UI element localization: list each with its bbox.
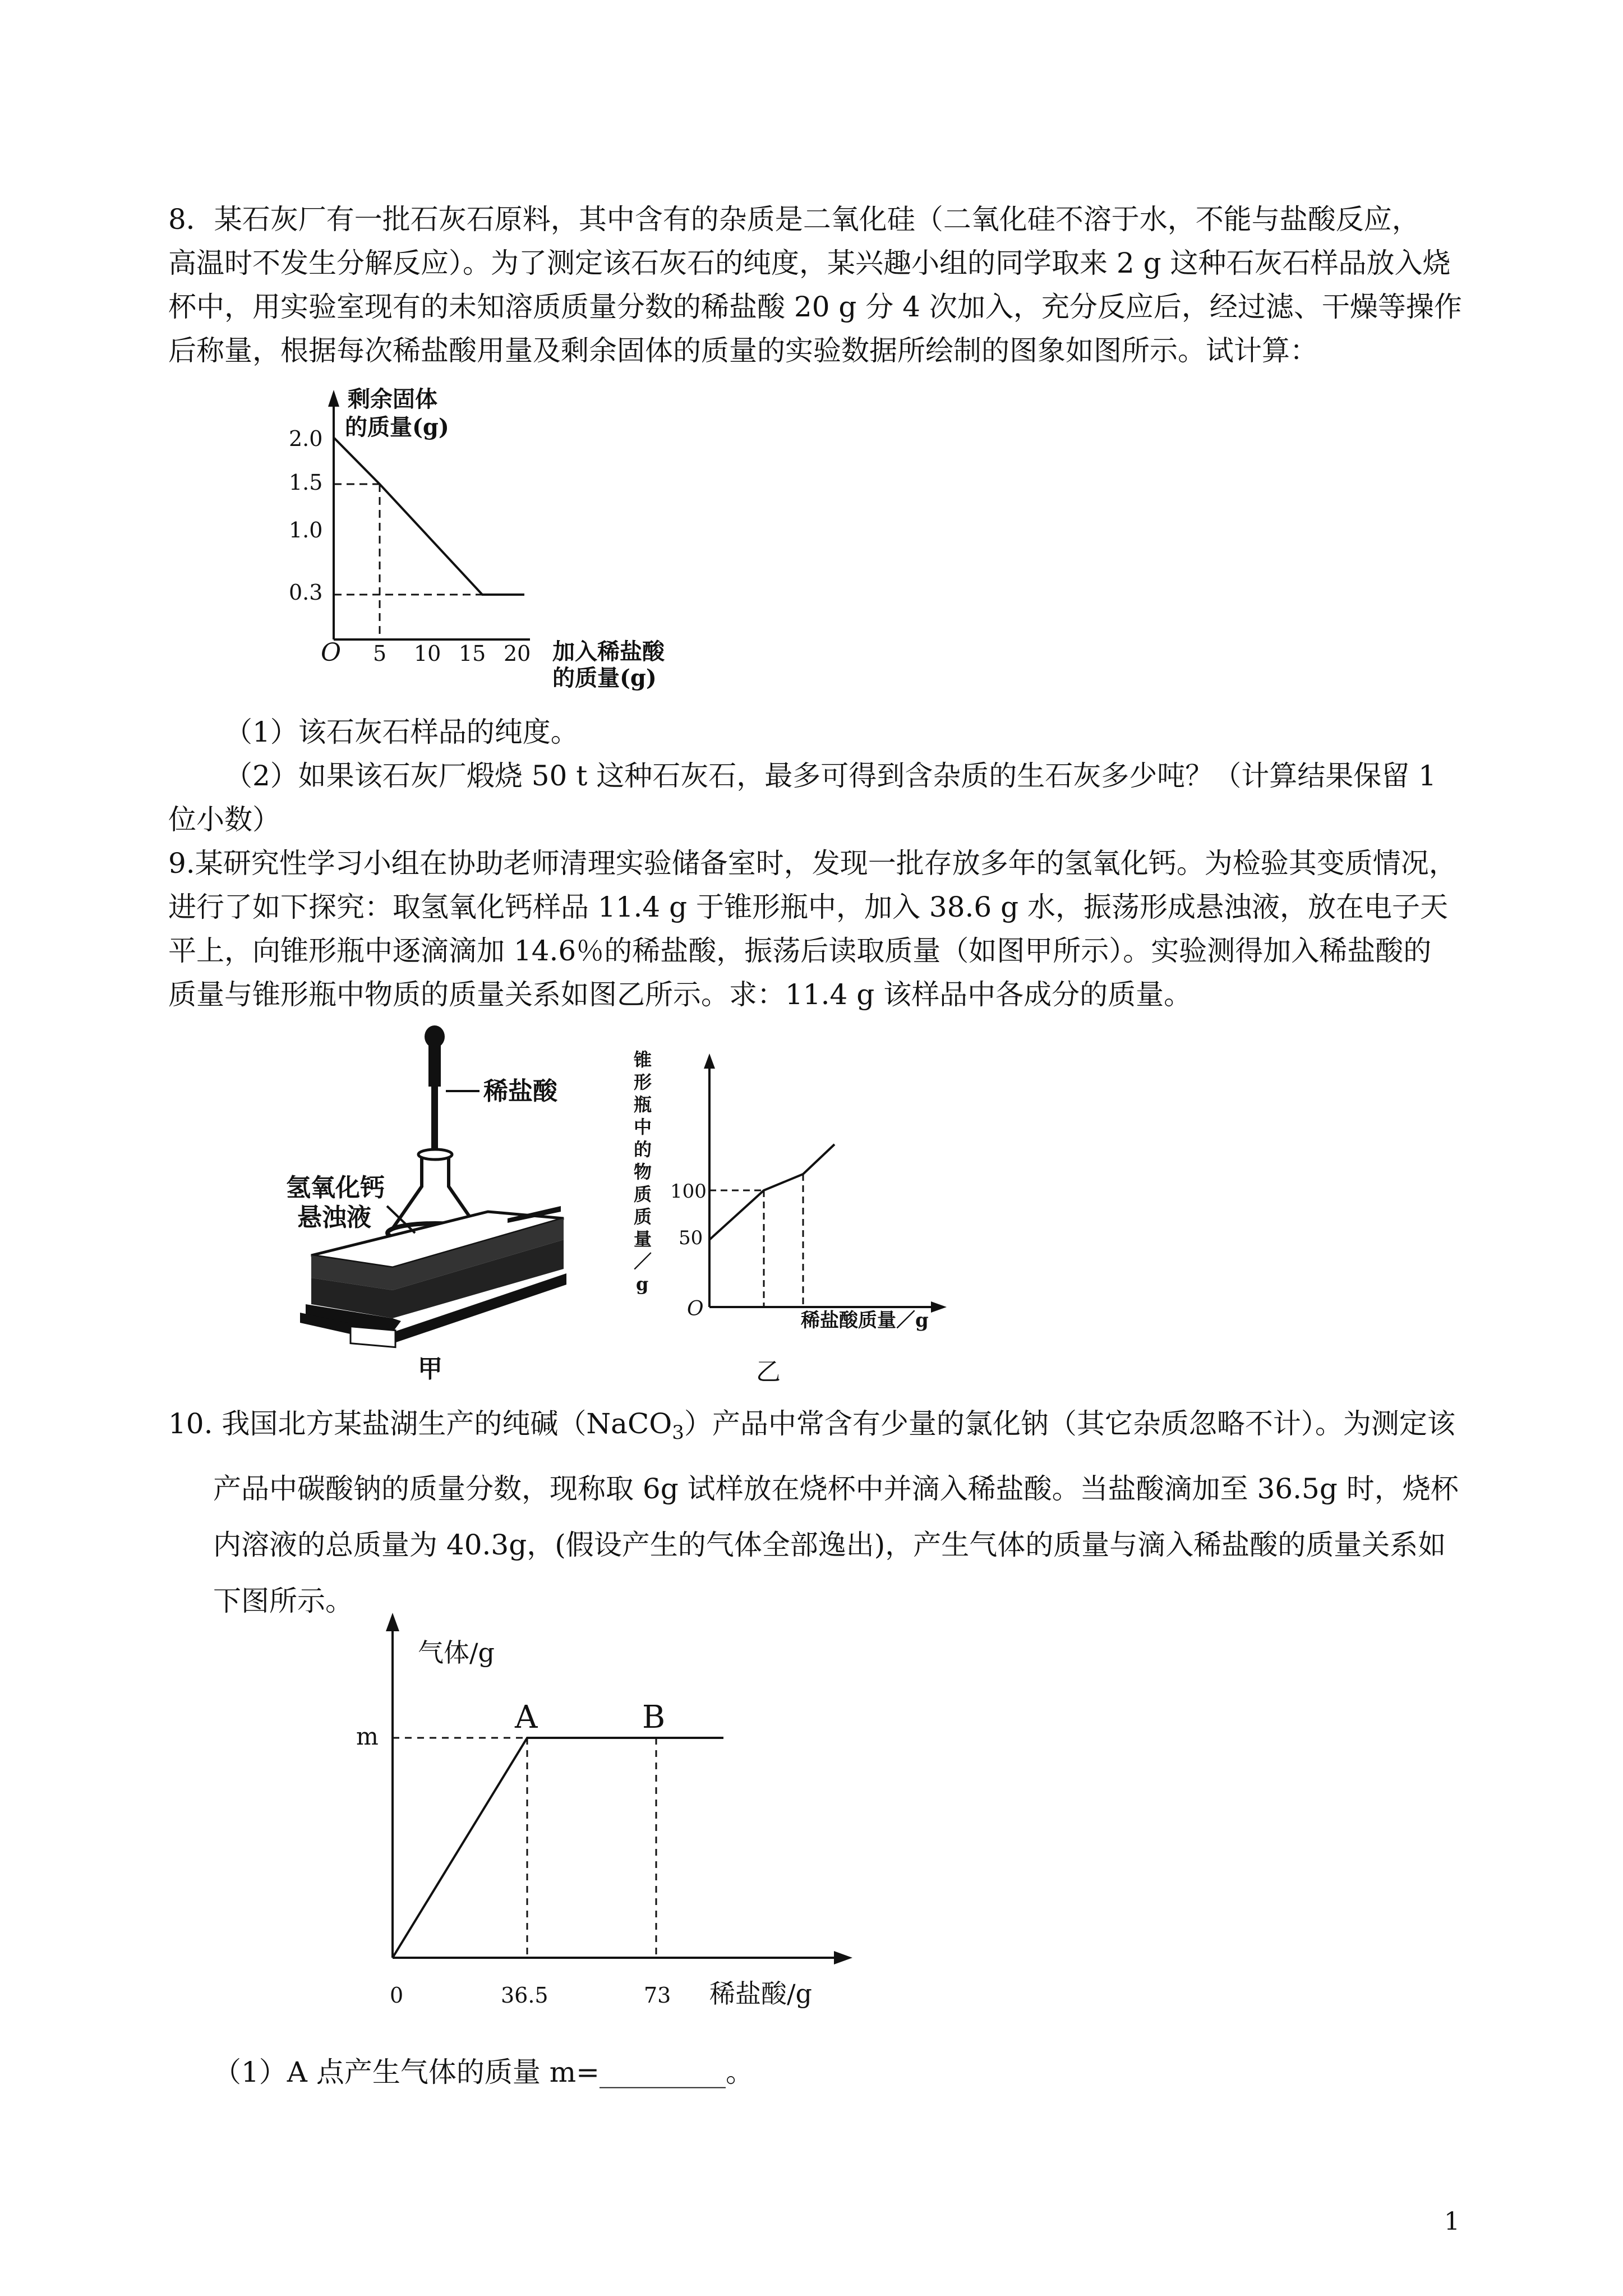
svg-text:物: 物 (634, 1161, 652, 1182)
q8-xtick: 10 (414, 641, 441, 666)
q8-sub2-line1: （2）如果该石灰厂煅烧 50 t 这种石灰石，最多可得到含杂质的生石灰多少吨？（计算结果保留 1 (224, 760, 1436, 792)
yi-xlabel: 稀盐酸质量／g (801, 1309, 929, 1332)
q10-ytick-m: m (356, 1723, 379, 1750)
q9-line: 平上，向锥形瓶中逐滴滴加 14.6％的稀盐酸，振荡后读取质量（如图甲所示）。实验测得加入稀盐酸的 (168, 935, 1432, 967)
q8-xlabel-line1: 加入稀盐酸 (552, 638, 665, 665)
q10-xtick-0: 0 (390, 1983, 404, 2008)
caption-jia: 甲 (418, 1355, 442, 1383)
q8-ytick: 1.0 (289, 518, 323, 542)
q10-xtick-365: 36.5 (501, 1983, 548, 2008)
q10-xlabel: 稀盐酸/g (709, 1978, 812, 2009)
q10-point-A-label: A (515, 1699, 538, 1736)
yi-origin: O (687, 1297, 704, 1320)
svg-text:质: 质 (634, 1206, 652, 1227)
q10-line2: 产品中碳酸钠的质量分数，现称取 6g 试样放在烧杯中并滴入稀盐酸。当盐酸滴加至 36.5g 时，烧杯 (213, 1473, 1459, 1505)
caption-yi: 乙 (756, 1358, 781, 1386)
yi-ytick-50: 50 (679, 1227, 703, 1249)
q10-subquestion (213, 2050, 754, 2094)
q10-line1: 10. 我国北方某盐湖生产的纯碱（NaCO$_3$）产品中常含有少量的氯化钠（其它杂质忽略不计）。为测定该 (168, 1407, 1455, 1444)
q10-sub1: （1）A 点产生气体的质量 m=_________。 (213, 2056, 754, 2088)
q10-y-arrow (386, 1613, 399, 1631)
q8-line: 杯中，用实验室现有的未知溶质质量分数的稀盐酸 20 g 分 4 次加入，充分反应后，经过滤、干燥等操作 (168, 291, 1462, 323)
svg-text:锥: 锥 (634, 1049, 652, 1070)
svg-text:瓶: 瓶 (634, 1094, 652, 1115)
q10-line4: 下图所示。 (213, 1585, 353, 1617)
svg-text:形: 形 (634, 1071, 652, 1093)
q10-line3: 内溶液的总质量为 40.3g，(假设产生的气体全部逸出)，产生气体的质量与滴入稀盐酸的质量关系如 (213, 1529, 1446, 1561)
q9-line: 9.某研究性学习小组在协助老师清理实验储备室时，发现一批存放多年的氢氧化钙。为检验其变质情况， (168, 847, 1457, 880)
q8-xlabel-line2: 的质量(g) (552, 665, 657, 691)
svg-text:中: 中 (634, 1116, 652, 1138)
svg-text:／: ／ (634, 1251, 652, 1272)
q8-sub2-line2: 位小数） (168, 803, 280, 836)
label-suspension-2: 悬浊液 (297, 1203, 371, 1232)
svg-text:量: 量 (634, 1228, 652, 1250)
q8-ytick: 1.5 (289, 470, 323, 495)
q8-ytick: 0.3 (289, 580, 323, 605)
q8-xtick: 20 (504, 641, 531, 666)
q8-ylabel-line1: 剩余固体 (348, 386, 437, 412)
q8-line: 高温时不发生分解反应）。为了测定该石灰石的纯度，某兴趣小组的同学取来 2 g 这种石灰石样品放入烧 (168, 247, 1451, 279)
q9-line: 进行了如下探究：取氢氧化钙样品 11.4 g 于锥形瓶中，加入 38.6 g 水，振荡形成悬浊液，放在电子天 (168, 891, 1449, 923)
q8-origin: O (321, 638, 342, 667)
q8-xtick: 15 (459, 641, 486, 666)
q8-ylabel-line2: 的质量(g) (345, 414, 449, 440)
q10-xtick-73: 73 (644, 1983, 671, 2008)
q8-ytick: 2.0 (289, 426, 323, 451)
yi-ytick-100: 100 (670, 1180, 707, 1203)
q9-line: 质量与锥形瓶中物质的质量关系如图乙所示。求：11.4 g 该样品中各成分的质量。 (168, 978, 1192, 1011)
q8-line: 8．某石灰厂有一批石灰石原料，其中含有的杂质是二氧化硅（二氧化硅不溶于水，不能与盐酸反应， (168, 203, 1420, 236)
svg-text:g: g (636, 1273, 649, 1295)
svg-text:的: 的 (634, 1139, 652, 1160)
q8-sub1: （1）该石灰石样品的纯度。 (224, 716, 579, 748)
q8-line: 后称量，根据每次稀盐酸用量及剩余固体的质量的实验数据所绘制的图象如图所示。试计算： (168, 334, 1318, 367)
label-acid: 稀盐酸 (483, 1077, 557, 1106)
q8-xtick: 5 (373, 641, 387, 666)
q10-data-line (393, 1738, 723, 1958)
svg-text:质: 质 (634, 1184, 652, 1205)
label-suspension-1: 氢氧化钙 (286, 1174, 385, 1202)
page-number: 1 (1444, 2207, 1460, 2236)
q10-point-B-label: B (642, 1699, 666, 1736)
q10-ylabel: 气体/g (418, 1637, 495, 1668)
q10-x-arrow (834, 1951, 852, 1964)
